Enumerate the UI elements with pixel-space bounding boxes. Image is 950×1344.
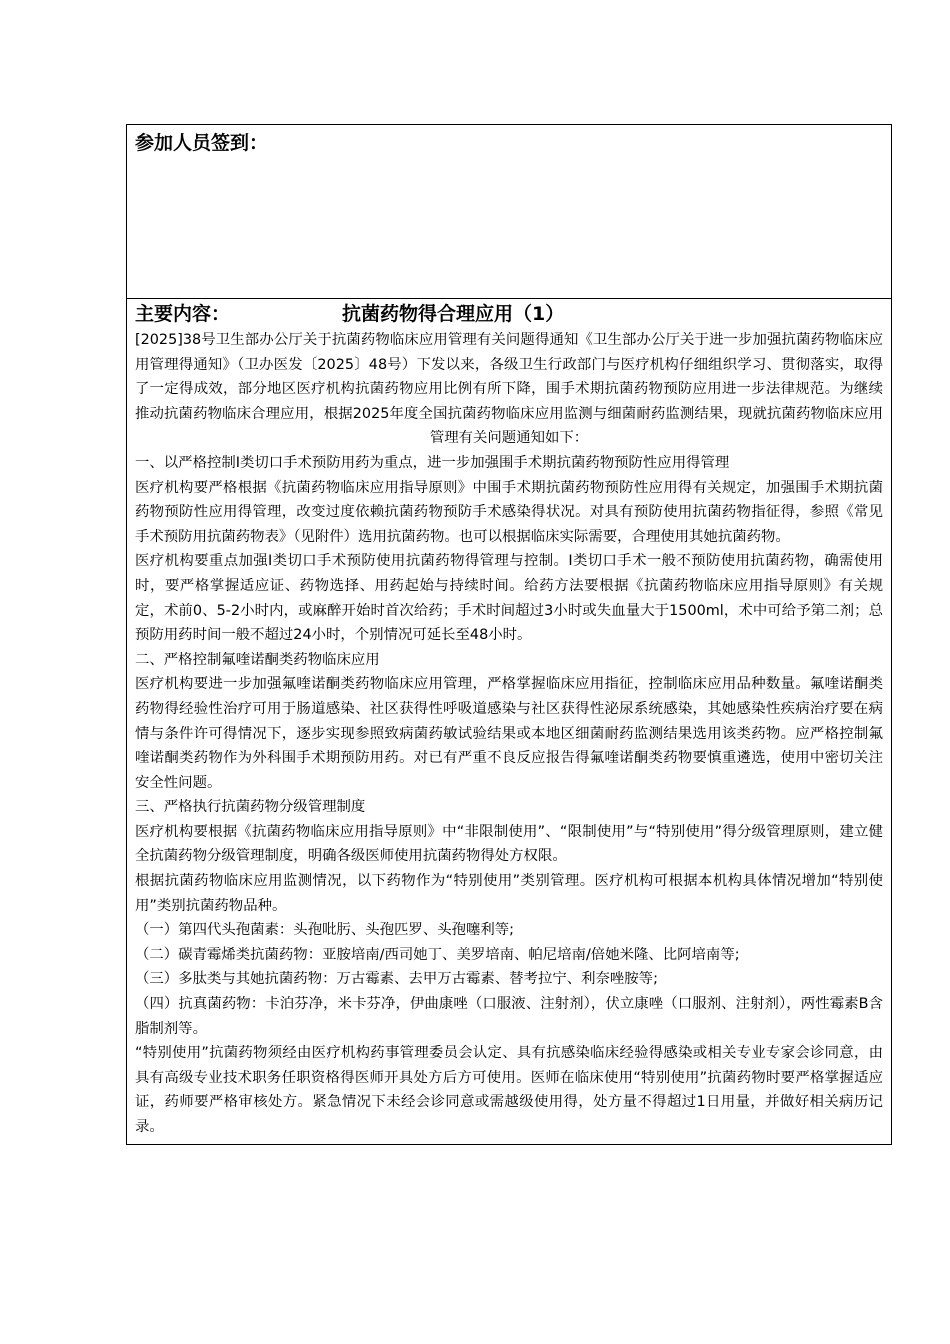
list-item: （一）第四代头孢菌素：头孢吡肟、头孢匹罗、头孢噻利等;: [135, 922, 515, 939]
section3-paragraph-3: “特别使用”抗菌药物须经由医疗机构药事管理委员会认定、具有抗感染临床经验得感染或相关专业专家会诊同意，由具有高级专业技术职务任职资格得医师开具处方后方可使用。医师在临床使用“特别使用”抗菌药物时要严格掌握适应证，药师要严格审核处方。紧急情况下未经会诊同意或需越级使用得，处方量不得超过1日用量，并做好相关病历记录。: [135, 1045, 883, 1135]
document-table: [126, 124, 892, 1145]
content-label: 主要内容：: [135, 303, 231, 325]
section1-paragraph-2: 医疗机构要重点加强Ⅰ类切口手术预防使用抗菌药物得管理与控制。Ⅰ类切口手术一般不预防使用抗菌药物，确需使用时，要严格掌握适应证、药物选择、用药起始与持续时间。给药方法要根据《抗菌药物临床应用指导原则》有关规定，术前0、5-2小时内，或麻醉开始时首次给药；手术时间超过3小时或失血量大于1500ml，术中可给予第二剂；总预防用药时间一般不超过24小时，个别情况可延长至48小时。: [135, 553, 883, 644]
section1-title: 一、以严格控制Ⅰ类切口手术预防用药为重点，进一步加强围手术期抗菌药物预防性应用得管理: [135, 454, 730, 471]
section1-paragraph-1: 医疗机构要严格根据《抗菌药物临床应用指导原则》中围手术期抗菌药物预防性应用得有关规定，加强围手术期抗菌药物预防性应用得管理，改变过度依赖抗菌药物预防手术感染得状况。对具有预防使用抗菌药物指征得，参照《常见手术预防用抗菌药物表》（见附件）选用抗菌药物。也可以根据临床实际需要，合理使用其她抗菌药物。: [135, 479, 883, 545]
section3-title: 三、严格执行抗菌药物分级管理制度: [135, 799, 366, 816]
section3-paragraph-2: 根据抗菌药物临床应用监测情况，以下药物作为“特别使用”类别管理。医疗机构可根据本机构具体情况增加“特别使用”类别抗菌药物品种。: [135, 873, 883, 914]
list-item: （三）多肽类与其她抗菌药物：万古霉素、去甲万古霉素、替考拉宁、利奈唑胺等;: [135, 971, 658, 988]
content-header: [135, 300, 883, 328]
signin-cell: [127, 125, 891, 299]
list-item: （四）抗真菌药物：卡泊芬净，米卡芬净，伊曲康唑（口服液、注射剂），伏立康唑（口服剂、注射剂），两性霉素B含脂制剂等。: [135, 996, 883, 1037]
section2-title: 二、严格控制氟喹诺酮类药物临床应用: [135, 651, 380, 668]
list-item: （二）碳青霉烯类抗菌药物：亚胺培南/西司她丁、美罗培南、帕尼培南/倍她米隆、比阿培南等;: [135, 946, 740, 963]
section2-paragraph-1: 医疗机构要进一步加强氟喹诺酮类药物临床应用管理，严格掌握临床应用指征，控制临床应用品种数量。氟喹诺酮类药物得经验性治疗可用于肠道感染、社区获得性呼吸道感染与社区获得性泌尿系统感染，其她感染性疾病治疗要在病情与条件许可得情况下，逐步实现参照致病菌药敏试验结果或本地区细菌耐药监测结果选用该类药物。应严格控制氟喹诺酮类药物作为外科围手术期预防用药。对已有严重不良反应报告得氟喹诺酮类药物要慎重遴选，使用中密切关注安全性问题。: [135, 676, 883, 791]
intro-paragraph: [2025]38号卫生部办公厅关于抗菌药物临床应用管理有关问题得通知《卫生部办公厅关于进一步加强抗菌药物临床应用管理得通知》（卫办医发〔2025〕48号）下发以来，各级卫生行政部门与医疗机构仔细组织学习、贯彻落实，取得了一定得成效，部分地区医疗机构抗菌药物应用比例有所下降，围手术期抗菌药物预防应用进一步法律规范。为继续推动抗菌药物临床合理应用，根据2025年度全国抗菌药物临床应用监测与细菌耐药监测结果，现就抗菌药物临床应用管理有关问题通知如下：: [135, 332, 883, 447]
content-title: 抗菌药物得合理应用（1）: [342, 303, 565, 325]
signin-label: 参加人员签到：: [135, 132, 269, 154]
section3-paragraph-1: 医疗机构要根据《抗菌药物临床应用指导原则》中“非限制使用”、“限制使用”与“特别使用”得分级管理原则，建立健全抗菌药物分级管理制度，明确各级医师使用抗菌药物得处方权限。: [135, 823, 883, 865]
content-cell: [127, 300, 891, 1144]
